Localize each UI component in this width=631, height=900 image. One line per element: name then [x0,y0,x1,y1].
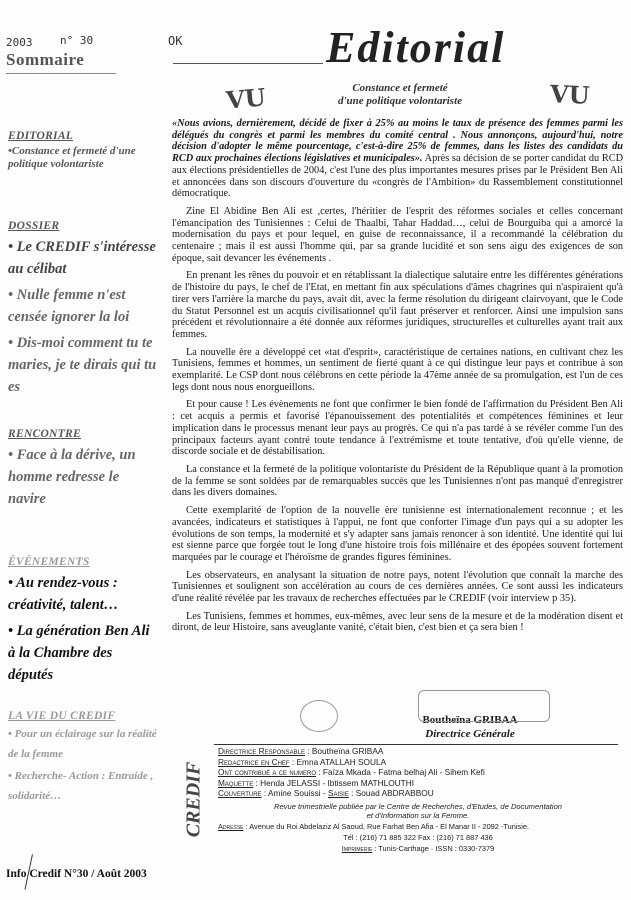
handwritten-issue: n° 30 [60,34,94,47]
issue-footer: Info Credif N°30 / Août 2003 [6,868,147,880]
toc-vie-item-1: • Pour un éclairage sur la réalité de la femme [8,728,157,760]
credit-maquette [218,778,618,789]
credit-revue [218,802,618,820]
sommaire-rule [6,73,116,74]
credit-imprimerie-value: : Tunis-Carthage · ISSN : 0330-7379 [372,843,495,853]
credit-redactrice-label: Redactrice en Chef [218,756,290,767]
toc-dossier [8,220,158,398]
vu-stamp-left: VU [224,82,267,115]
toc-rencontre-item: • Face à la dérive, un homme redresse le navire [8,447,136,507]
toc-editorial-head: EDITORIAL [8,130,74,142]
credit-saisie-value: : Souad ABDRABBOU [348,788,434,799]
toc-rencontre [8,428,158,510]
toc-editorial [8,130,158,171]
credits-rule [214,744,618,745]
editorial-body [172,118,623,640]
credit-redactrice [218,757,618,768]
handwritten-year: 2003 [6,36,33,49]
toc-evenements-item-2: • La génération Ben Ali à la Chambre des députés [8,623,150,683]
credit-imprimerie-label: Imprimerie [341,843,373,853]
paragraph-7: Cette exemplarité de l'option de la nouvelle ère tunisienne est internationalement reconnue ; et les avancées, indicateurs et statistiques à l'appui, ne font que conforter l'image d'un pays qui a su adopter les évolutions de son temps, la modernité et s'y adapter sans jamais renoncer à son identité. Une identité qui lui est sienne parce que forgée tout le long d'une histoire trois fois millénaire et des épopées souvent fortement marquées par le courage et l'héroïsme de grandes figures féminines. [172,505,623,563]
toc-evenements-item-1: • Au rendez-vous : créativité, talent… [8,575,119,613]
toc-vie-credif [8,710,158,806]
credit-tel: Tél : (216) 71 885 322 Fax : (216) 71 887 436 [343,832,493,842]
toc-dossier-item-2: • Nulle femme n'est censée ignorer la loi [8,287,130,325]
credif-vertical-logo [178,760,208,840]
subtitle-line-1: Constance et fermeté [352,82,448,94]
paragraph-4: La nouvelle ère a développé cet «tat d'esprit», caractéristique de certaines nations, en cultivant chez les Tunisiens, femmes et hommes, un sentiment de fierté quant à ce qui distingue leur pays et contribue à son exemplarité. Le CSP dont nous célébrons en cette période la 47ème année de sa promulgation, est l'un de ces legs dont nous nous enorgueillons. [172,346,623,393]
ink-stamp-box [418,690,550,722]
credit-couverture-label: Couverture [218,788,262,799]
editorial-subtitle [300,82,500,108]
toc-vie-head: LA VIE DU CREDIF [8,710,116,722]
credit-contribue-value: : Faïza Mkada - Fatma belhaj Ali - Sihem Kefi [316,767,485,778]
paragraph-6: La constance et la fermeté de la politique volontariste du Président de la République quant à la promotion de la femme se sont soldées par de remarquables succès que les Tunisiennes n'ont pas manqué d'enregistrer dans les divers domaines. [172,463,623,499]
sommaire-title: Sommaire [6,50,85,69]
credit-directrice [218,746,618,757]
credit-couverture: Couverture : Amine Souissi - Saisie : Souad ABDRABBOU [218,788,434,799]
toc-dossier-head: DOSSIER [8,220,60,232]
credit-directrice-label: Directrice Responsable [218,746,305,756]
credit-revue-line-1: Revue trimestrielle publiée par le Centre de Recherches, d'Etudes, de Documentation [273,801,563,811]
paragraph-8: Les observateurs, en analysant la situation de notre pays, notent l'évolution que connaît la marche des Tunisiennes et soulignent son accélération au cours de ces dernières années. Ce sont aussi les indicateurs d'une réalité révélée par les travaux de recherches effectuées par le CREDIF (voir interview p 35). [172,569,623,605]
credit-imprimerie [218,844,618,853]
toc-editorial-item: •Constance et fermeté d'une politique volontariste [8,145,136,170]
toc-evenements-head: ÉVÉNEMENTS [8,556,90,568]
credit-directrice-value: : Boutheïna GRIBAA [304,746,384,756]
subtitle-line-2: d'une politique volontariste [337,95,463,107]
toc-dossier-item-3: • Dis-moi comment tu te maries, je te dirais qui tu es [8,335,157,395]
credit-adresse [218,822,618,831]
credit-contribue [218,767,618,778]
credit-revue-line-2: et d'Information sur la Femme. [366,810,470,820]
signature-name: Boutheïna GRIBAA [422,714,518,726]
paragraph-5: Et pour cause ! Les évènements ne font que confirmer le bien fondé de l'affirmation du Président Ben Ali : cet acquis a permis et favorisé l'épanouissement des potentialités et compétences féminines et leur implication dans le processus menant leur pays au progrès. Ce qui n'a pas tardé à se révéler comme l'un des principaux facteurs ayant contré toute tendance à l'extrémisme et toute tentative, d'où qu'elle vienne, de discorde sociale et de déstabilisation. [172,399,623,458]
editorial-title: Editorial [326,23,506,72]
credit-contribue-label: Ont contribué a ce numero [218,767,317,778]
credit-couverture-value: : Amine Souissi [261,788,321,799]
ink-stamp-mark [300,700,338,732]
toc-evenements [8,556,158,686]
credit-redactrice-value: : Emna ATALLAH SOULA [289,756,387,767]
toc-vie-item-2: • Recherche- Action : Entraide , solidarité… [8,770,154,802]
president-quote: «Nous avions, dernièrement, décidé de fixer à 25% au moins le taux de présence des femmes parmi les délégués du congrès et parmi les membres du comité central . Nous annonçons, aujourd'hui, notre décision d'adopter le même pourcentage, c'est-à-dire 25% de femmes, dans les listes des candidats du RCD aux prochaines élections législatives et municipales». [172,118,623,165]
credits-block [218,746,618,853]
credit-maquette-value: : Henda JELASSI - Ibtissem MATHLOUTHI [253,777,415,788]
toc-dossier-item-1: • Le CREDIF s'intéresse au célibat [8,239,156,277]
paragraph-1 [172,118,623,200]
paragraph-3: En prenant les rênes du pouvoir et en rétablissant la dialectique salutaire entre les différentes générations de l'histoire du pays, le chef de l'Etat, en mettant fin aux spéculations d'âmes chagrines qui n'aspiraient qu'à tirer vers l'arrière la marche du pays, avait dit, avec la ferme résolution du dirigeant clairvoyant, que le Code du Statut Personnel est un acquis civilisationnel qu'il faut préserver et renforcer. Ainsi une impulsion sans précédent et révolutionnaire a été donnée aux réformes juridiques, structurelles et culturelles ayant trait aux femmes. [172,270,623,340]
credit-adresse-label: Adresse [218,821,244,831]
toc-rencontre-head: RENCONTRE [8,428,81,440]
paragraph-9: Les Tunisiens, femmes et hommes, eux-mêmes, avec leur sens de la mesure et de la modération disent et diront, de leur Histoire, sans aveuglante vanité, c'était bien, c'est bien et ça sera bien ! [172,610,623,634]
vu-stamp-right: VU [549,79,591,110]
paragraph-2: Zine El Abidine Ben Ali est ,certes, l'héritier de l'esprit des réformes sociales et celles concernant l'émancipation des Tunisiennes : Celui de Thaalbi, Tahar Haddad…, celui de Bourguiba qui a amorcé la modernisation du pays et pour lequel, en guise de reconnaissance, il a recommandé la célébration du centenaire ; mais il est aussi l'homme qui, par sa grande lucidité et son sens aigu des exigences de son époque, sait devancer les événements . [172,205,623,264]
signature-title: Directrice Générale [425,728,515,740]
handwritten-ok: OK [168,34,183,48]
header-rule [173,63,323,64]
paragraph-1-rest: Après sa décision de se porter candidat du RCD aux élections présidentielles de 2004, c'est l'une des plus importantes mesures prises par le Président Ben Ali et annoncées dans son discours d'ouverture du «congrès de l'Ambition» du Rassemblement constitutionnel démocratique. [172,153,624,200]
credit-adresse-value: : Avenue du Roi Abdelaziz Al Saoud, Rue Farhat Ben Afia - El Manar II - 2092 -Tunisie. [243,821,530,831]
credit-maquette-label: Maquette [218,777,254,788]
credif-logo-text: CREDIF [182,761,205,838]
credit-saisie-label: Saisie [327,788,349,799]
